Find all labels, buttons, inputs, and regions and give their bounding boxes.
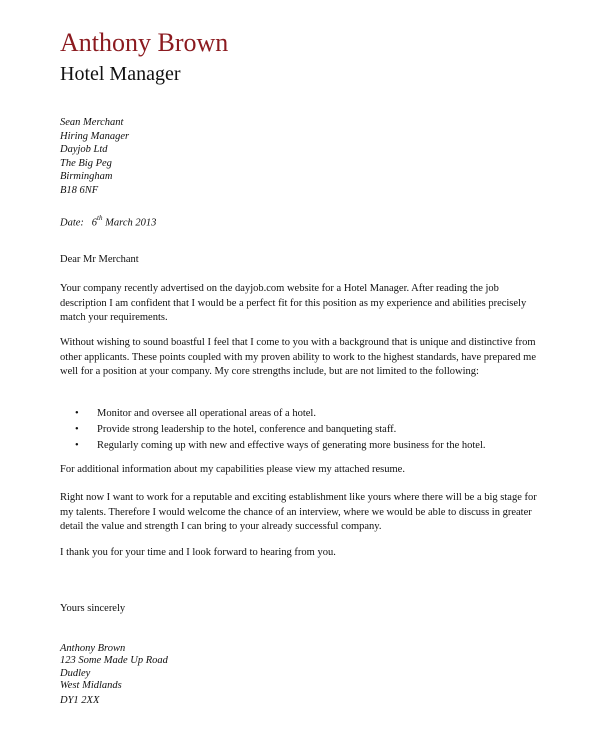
date-suffix: th: [97, 214, 103, 222]
list-item-text: Regularly coming up with new and effective ways of generating more business for the hotel.: [97, 440, 486, 451]
sender-name: Anthony Brown: [60, 28, 229, 57]
date-month-year: March 2013: [105, 217, 157, 229]
signature-block: [60, 643, 168, 692]
bullet-icon: •: [75, 440, 79, 451]
recipient-line: Dayjob Ltd: [60, 144, 108, 156]
list-item: [60, 438, 530, 454]
letter-date: [60, 212, 156, 231]
list-item: [60, 422, 530, 438]
signature-line-cut-off: DY1 2XX: [60, 695, 100, 706]
paragraph-thanks: I thank you for your time and I look forward to hearing from you.: [60, 547, 336, 558]
paragraph-interview: Right now I want to work for a reputable and exciting establishment like yours where there will be a big stage for my talents. Therefore I would welcome the chance of an interview, where we would be able to discuss in greater detail the value and strength I can bring to your already successful company.: [60, 492, 537, 533]
recipient-line: Birmingham: [60, 171, 113, 183]
closing: Yours sincerely: [60, 603, 126, 614]
signature-line: Anthony Brown: [60, 643, 126, 654]
paragraph-background: Without wishing to sound boastful I feel that I come to you with a background that is unique and distinctive from other applicants. These points coupled with my proven ability to work to the highest standards, have prepared me well for a position at your company. My core strengths include, but are not limited to the following:: [60, 337, 536, 378]
recipient-line: Sean Merchant: [60, 117, 124, 128]
recipient-address: [60, 116, 129, 198]
strengths-list: [60, 406, 530, 454]
bullet-icon: •: [75, 424, 79, 435]
list-item-text: Monitor and oversee all operational areas of a hotel.: [97, 408, 316, 419]
list-item-text: Provide strong leadership to the hotel, conference and banqueting staff.: [97, 424, 397, 435]
recipient-line: Hiring Manager: [60, 130, 130, 142]
date-label: Date:: [60, 217, 84, 229]
bullet-icon: •: [75, 408, 79, 419]
salutation: Dear Mr Merchant: [60, 254, 139, 265]
list-item: [60, 406, 530, 422]
signature-line: 123 Some Made Up Road: [60, 655, 168, 667]
job-title: Hotel Manager: [60, 63, 181, 85]
signature-line: West Midlands: [60, 679, 122, 691]
date-day: 6: [91, 217, 98, 229]
paragraph-resume: For additional information about my capabilities please view my attached resume.: [60, 464, 405, 475]
recipient-line: The Big Peg: [60, 157, 112, 169]
paragraph-intro: Your company recently advertised on the dayjob.com website for a Hotel Manager. After reading the job description I am confident that I would be a perfect fit for this position as my experience and abilities precisely match your requirements.: [60, 283, 527, 324]
signature-line: Dudley: [60, 667, 91, 679]
recipient-line: B18 6NF: [60, 184, 99, 196]
